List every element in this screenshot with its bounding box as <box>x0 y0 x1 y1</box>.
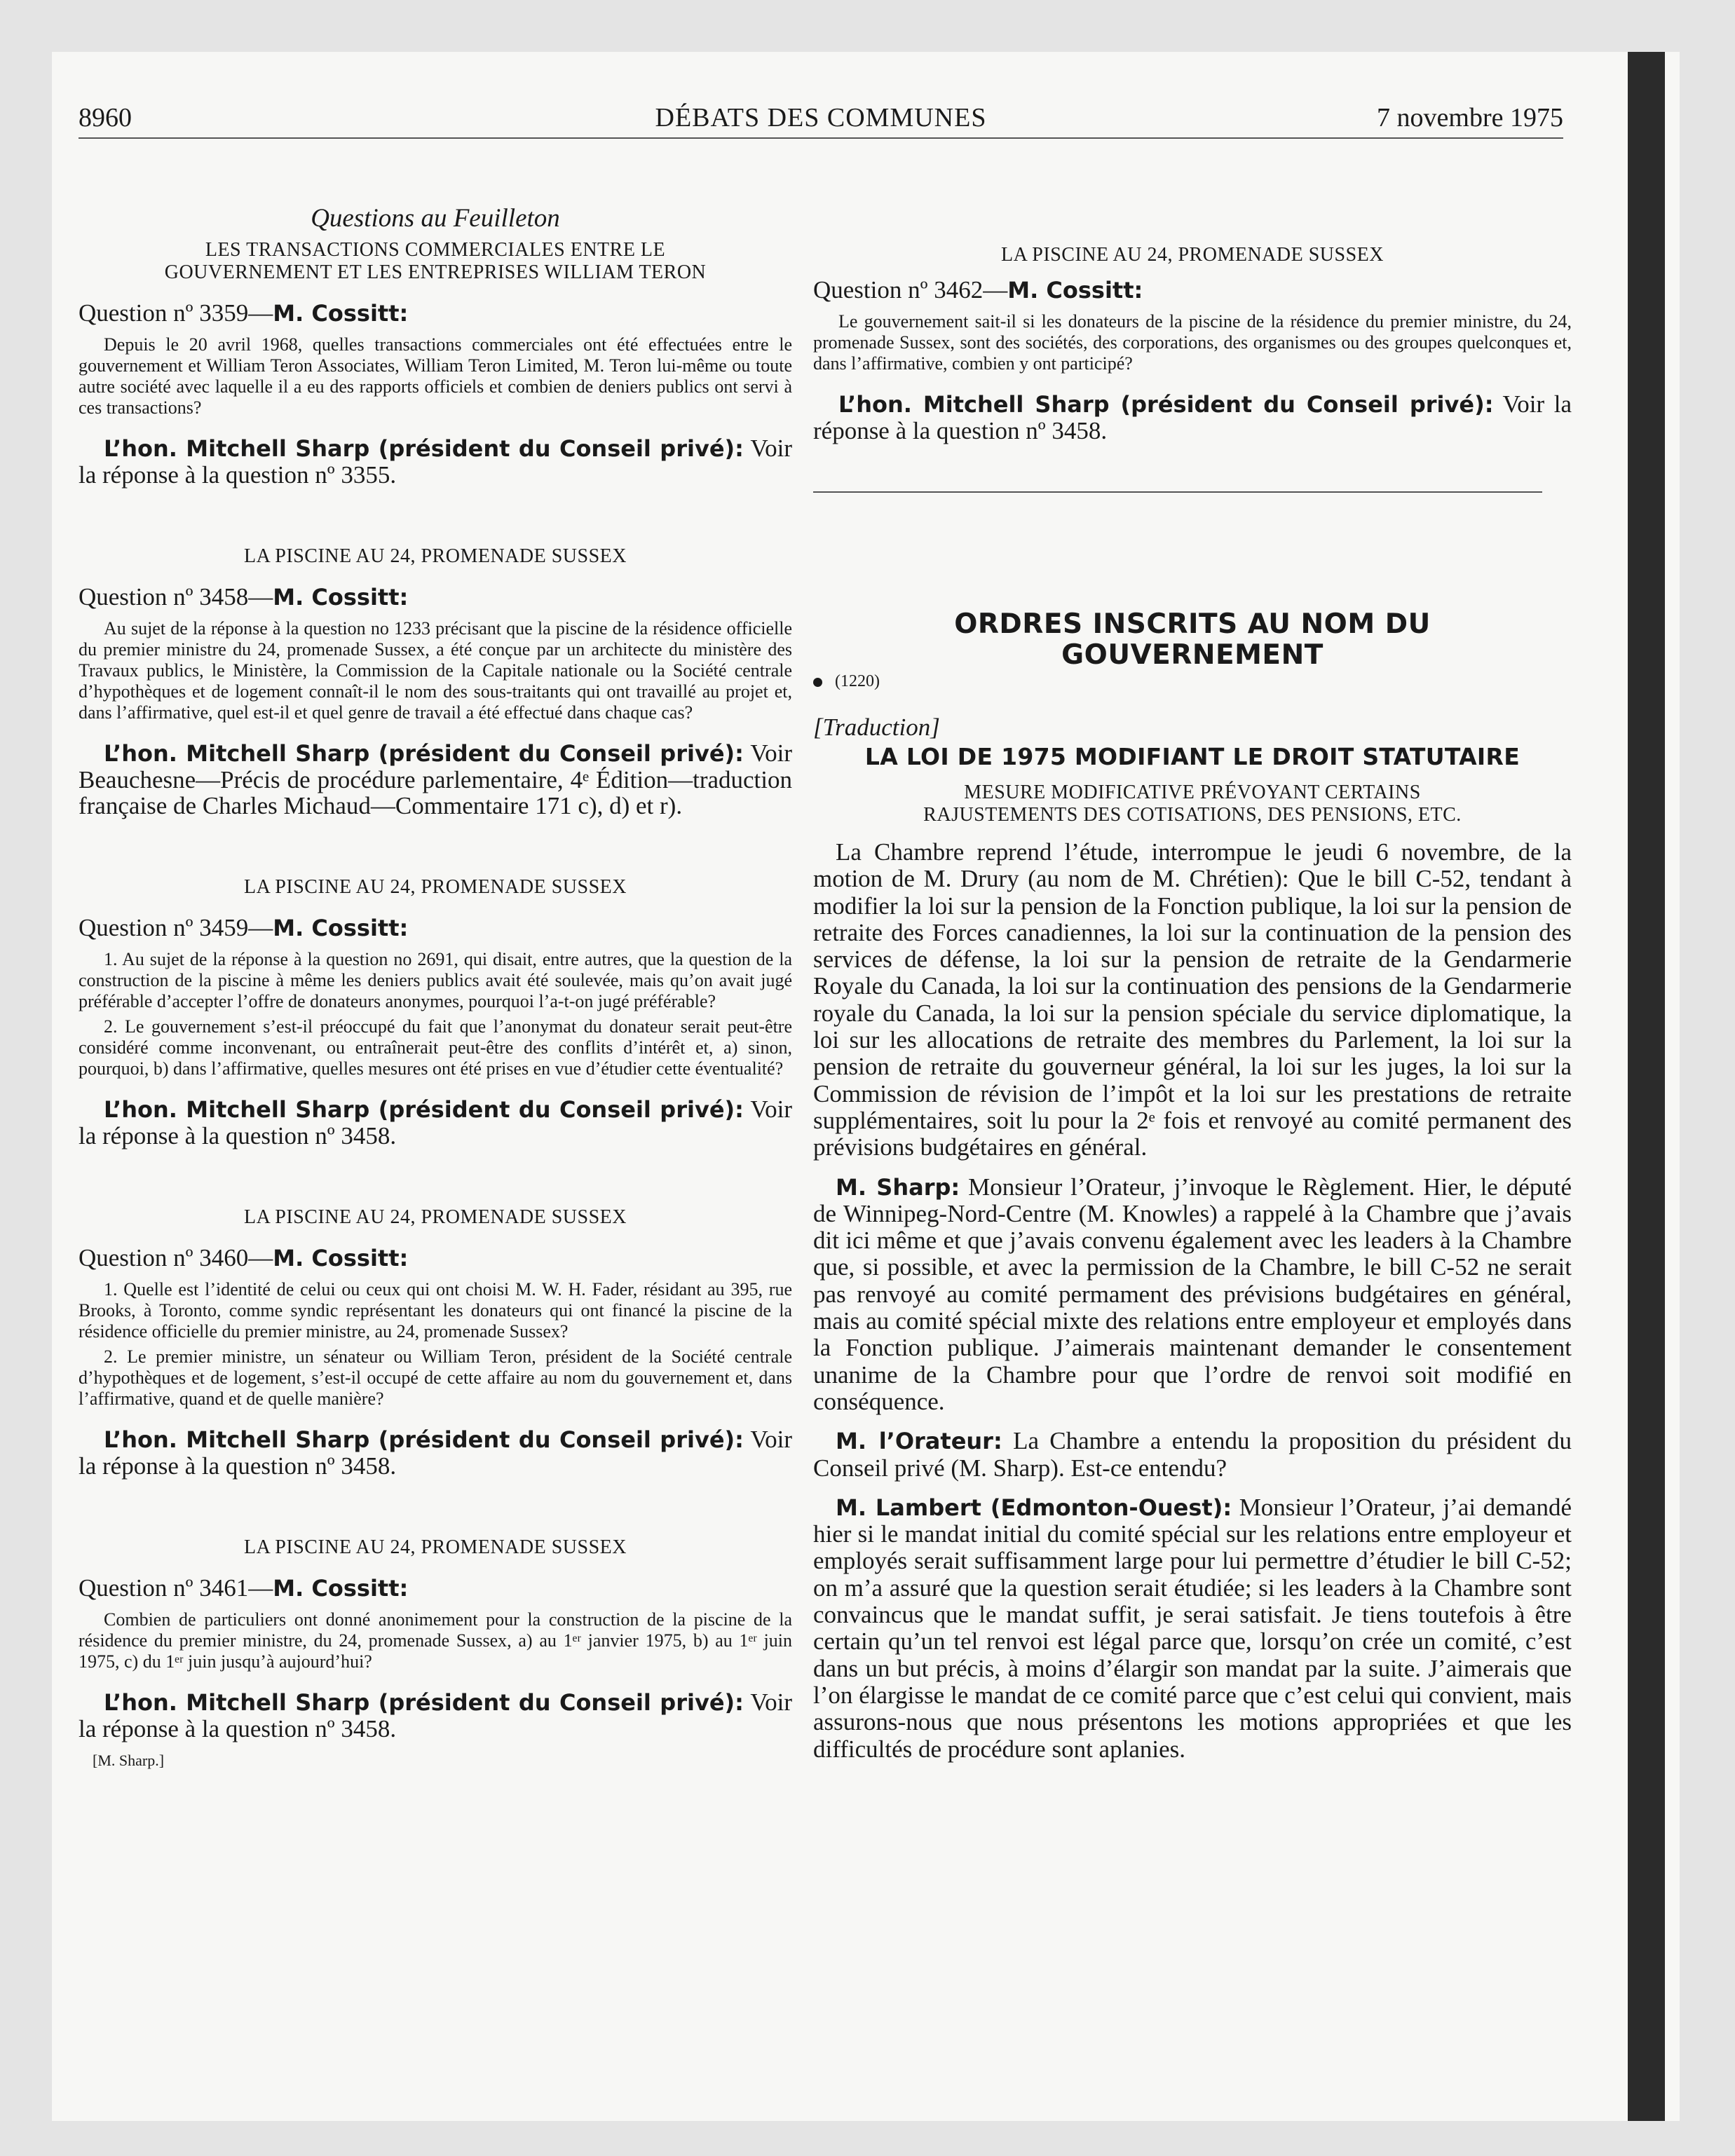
scan-binding-edge <box>1628 52 1665 2121</box>
question-heading: Question nº 3458—M. Cossitt: <box>79 583 409 610</box>
question-section <box>813 244 1572 444</box>
section-title: LES TRANSACTIONS COMMERCIALES ENTRE LE GOUVERNEMENT ET LES ENTREPRISES WILLIAM TERON <box>164 239 707 283</box>
section-rubric: Questions au Feuilleton <box>311 204 560 233</box>
question-text: 2. Le premier ministre, un sénateur ou William Teron, président de la Société centrale d’hypothèques et de logement, s’est-il occupé de cette affaire au nom du gouvernement et, dans l’affirmative, quand et de quelle manière? <box>79 1346 792 1409</box>
question-text: Combien de particuliers ont donné anonimement pour la construction de la piscine de la résidence du premier ministre, du 24, promenade Sussex, a) au 1ᵉʳ janvier 1975, b) au 1ᵉʳ juin 1975, c) du 1ᵉʳ juin jusqu’à aujourd’hui? <box>79 1609 792 1672</box>
question-section <box>79 239 792 488</box>
speaker-signature: [M. Sharp.] <box>93 1752 165 1769</box>
question-section <box>79 545 792 819</box>
answer-speaker: L’hon. Mitchell Sharp (président du Conseil privé): <box>838 391 1494 418</box>
answer-text: Voir la réponse à la question nº 3458. <box>813 390 1572 444</box>
answer-speaker: L’hon. Mitchell Sharp (président du Conseil privé): <box>104 1689 744 1716</box>
debate-paragraph: M. Sharp: Monsieur l’Orateur, j’invoque le Règlement. Hier, le député de Winnipeg-Nord-Centre (M. Knowles) a rappelé à la Chambre que j’avais dit ici même et que j’avais convenu également avec les leaders à la Chambre que, si possible, et avec la permission de la Chambre, le bill C-52 ne serait pas renvoyé au comité permament des prévisions budgétaires en général, mais au comité spécial mixte des relations entre employeur et employés dans la Fonction publique. J’aimerais maintenant demander le consentement unanime de la Chambre pour que l’ordre de renvoi soit modifié en conséquence. <box>813 1173 1572 1415</box>
answer-text: Voir la réponse à la question nº 3458. <box>79 1096 792 1149</box>
answer-speaker: L’hon. Mitchell Sharp (président du Conseil privé): <box>104 740 744 767</box>
question-heading: Question nº 3461—M. Cossitt: <box>79 1574 409 1602</box>
debate-paragraph: M. Lambert (Edmonton-Ouest): Monsieur l’Orateur, j’ai demandé hier si le mandat initial du comité spécial sur les relations entre employeur et employés serait suffisamment large pour lui permettre d’étudier le bill C-52; on m’a assuré que la question serait étudiée; si les leaders à la Chambre sont convaincus que le mandat suffit, je serai satisfait. Je tiens toutefois à être certain qu’un tel renvoi est légal parce que, lorsqu’on crée un comité, c’est dans un but précis, à moins d’élargir son mandat par la suite. J’aimerais que l’on élargisse le mandat de ce comité parce que c’est celui qui convient, mais assurons-nous que nous présentons les motions appropriées et que les difficultés de procédure sont aplanies. <box>813 1493 1572 1763</box>
answer-speaker: L’hon. Mitchell Sharp (président du Conseil privé): <box>104 435 744 462</box>
law-title: LA LOI DE 1975 MODIFIANT LE DROIT STATUTAIRE <box>864 743 1520 770</box>
answer-text: Voir Beauchesne—Précis de procédure parlementaire, 4ᵉ Édition—traduction française de Charles Michaud—Commentaire 171 c), d) et r). <box>79 739 792 819</box>
question-text: 1. Quelle est l’identité de celui ou ceux qui ont choisi M. W. H. Fader, résidant au 395, rue Brooks, à Toronto, comme syndic représentant les donateurs qui ont financé la piscine de la résidence officielle du premier ministre, au 24, promenade Sussex? <box>79 1279 792 1342</box>
question-section <box>79 1206 792 1479</box>
answer <box>79 740 792 819</box>
debate-paragraph: La Chambre reprend l’étude, interrompue le jeudi 6 novembre, de la motion de M. Drury (au nom de M. Chrétien): Que le bill C-52, tendant à modifier la loi sur la pension de la Fonction publique, la loi sur la pension de retraite des Forces canadiennes, la loi sur la continuation de la pension des services de défense, la loi sur la pension de retraite de la Gendarmerie Royale du Canada, la loi sur la continuation des pensions de la Gendarmerie royale du Canada, la loi sur la pension spéciale du service diplomatique, la loi sur les allocations de retraite des membres du Parlement, la loi sur la pension de retraite du gouverneur général, la loi sur les juges, la loi sur la Commission de révision de l’impôt et la loi sur les prestations de retraite supplémentaires, soit lu pour la 2ᵉ fois et renvoyé au comité permanent des prévisions budgétaires en général. <box>813 838 1572 1161</box>
question-section <box>79 1536 792 1742</box>
answer-speaker: L’hon. Mitchell Sharp (président du Conseil privé): <box>104 1426 744 1453</box>
section-title: LA PISCINE AU 24, PROMENADE SUSSEX <box>244 1206 627 1228</box>
question-text: 1. Au sujet de la réponse à la question no 2691, qui disait, entre autres, que la question de la construction de la piscine à même les deniers publics avait été soulevée, mais qu’on avait jugé préférable d’accepter l’offre de donateurs anonymes, pourquoi l’a-t-on jugé préférable? <box>79 949 792 1011</box>
question-section <box>79 876 792 1149</box>
translation-tag: [Traduction] <box>813 714 940 741</box>
question-heading: Question nº 3459—M. Cossitt: <box>79 914 409 941</box>
answer <box>813 391 1572 444</box>
debate-paragraph: M. l’Orateur: La Chambre a entendu la proposition du président du Conseil privé (M. Sharp). Est-ce entendu? <box>813 1427 1572 1482</box>
issue-date: 7 novembre 1975 <box>1377 103 1563 132</box>
question-text: Depuis le 20 avril 1968, quelles transactions commerciales ont été effectuées entre le gouvernement et William Teron Associates, William Teron Limited, M. Teron lui-même ou toute autre société avec laquelle il a eu des rapports officiels et combien de deniers publics ont servi à ces transactions? <box>79 334 792 418</box>
question-text: 2. Le gouvernement s’est-il préoccupé du fait que l’anonymat du donateur serait peut-être considéré comme inconvenant, ou entraînerait peut-être des conflits d’intérêt et, a) sinon, pourquoi, b) dans l’affirmative, quelles mesures ont été prises en vue d’étudier cette éventualité? <box>79 1016 792 1079</box>
publication-title: DÉBATS DES COMMUNES <box>655 103 987 132</box>
question-text: Au sujet de la réponse à la question no 1233 précisant que la piscine de la résidence officielle du premier ministre du 24, promenade Sussex, a été conçue par un architecte du ministère des Travaux publics, le Ministère, la Commission de la Capitale nationale ou la Société centrale d’hypothèques et de logement connaît-il le nom des sous-traitants qui ont travaillé au projet et, dans l’affirmative, quel est-il et quel genre de travail a été effectué dans chaque cas? <box>79 618 792 723</box>
speaker-name: M. Sharp: <box>836 1173 960 1201</box>
page-number: 8960 <box>79 103 132 132</box>
question-heading: Question nº 3359—M. Cossitt: <box>79 299 409 327</box>
section-divider <box>813 491 1542 493</box>
answer-text: Voir la réponse à la question nº 3458. <box>79 1688 792 1742</box>
orders-heading: ORDRES INSCRITS AU NOM DU GOUVERNEMENT <box>954 608 1431 671</box>
speaker-name: M. Lambert (Edmonton-Ouest): <box>836 1494 1232 1521</box>
time-marker: (1220) <box>813 672 1572 691</box>
question-text: Le gouvernement sait-il si les donateurs de la piscine de la résidence du premier ministre, du 24, promenade Sussex, sont des sociétés, des corporations, des organismes ou des groupes quelconques et, dans l’affirmative, combien y ont participé? <box>813 311 1572 374</box>
section-title: LA PISCINE AU 24, PROMENADE SUSSEX <box>244 876 627 898</box>
answer-text: Voir la réponse à la question nº 3355. <box>79 435 792 489</box>
law-subtitle: MESURE MODIFICATIVE PRÉVOYANT CERTAINS RAJUSTEMENTS DES COTISATIONS, DES PENSIONS, ETC. <box>923 782 1462 826</box>
section-title: LA PISCINE AU 24, PROMENADE SUSSEX <box>1001 244 1384 266</box>
question-heading: Question nº 3462—M. Cossitt: <box>813 276 1143 303</box>
speaker-name: M. l’Orateur: <box>836 1428 1002 1455</box>
answer <box>79 435 792 488</box>
page-header <box>79 102 1563 139</box>
question-heading: Question nº 3460—M. Cossitt: <box>79 1244 409 1271</box>
section-title: LA PISCINE AU 24, PROMENADE SUSSEX <box>244 545 627 567</box>
answer-text: Voir la réponse à la question nº 3458. <box>79 1426 792 1480</box>
left-column <box>79 203 792 1770</box>
answer <box>79 1426 792 1479</box>
answer-speaker: L’hon. Mitchell Sharp (président du Conseil privé): <box>104 1096 744 1123</box>
bullet-icon <box>813 678 822 687</box>
answer <box>79 1689 792 1742</box>
answer <box>79 1096 792 1149</box>
section-title: LA PISCINE AU 24, PROMENADE SUSSEX <box>244 1536 627 1558</box>
right-column <box>813 203 1572 1763</box>
